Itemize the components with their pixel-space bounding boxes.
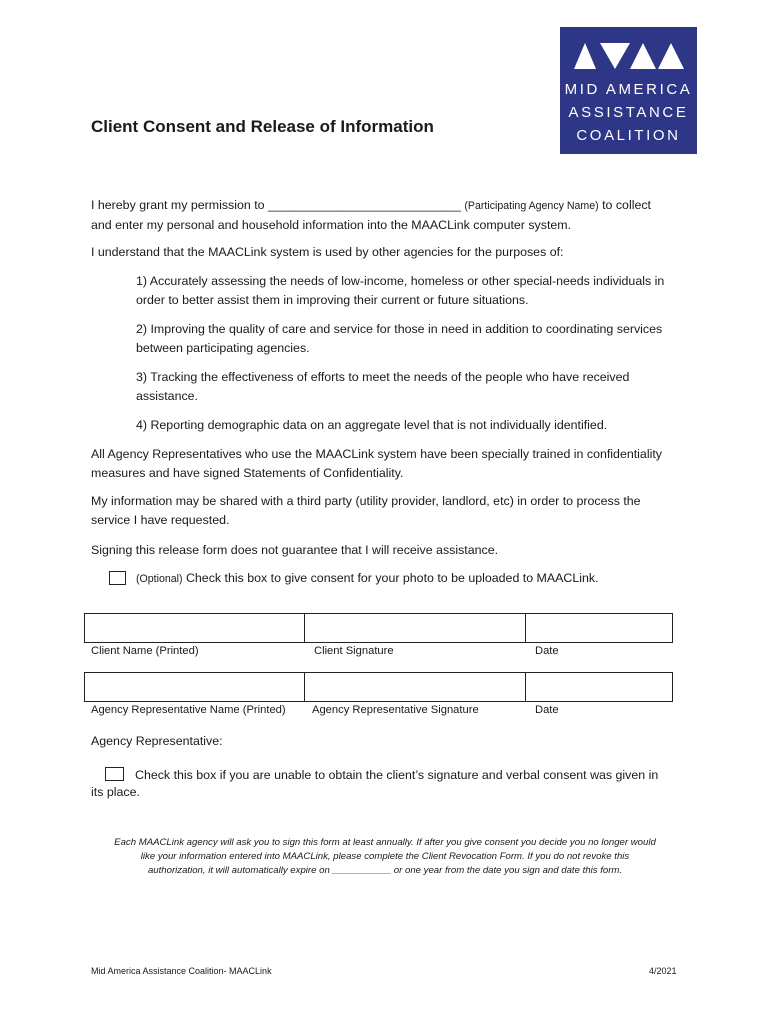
purpose-3-line-2: assistance.: [136, 389, 198, 403]
agency-rep-date-label: Date: [535, 704, 559, 716]
agency-rep-heading: Agency Representative:: [91, 734, 223, 748]
agency-rep-name-field[interactable]: [84, 672, 305, 702]
purpose-item-2: [136, 320, 662, 358]
annual-consent-note: [80, 836, 690, 878]
optional-tag: (Optional): [136, 573, 183, 585]
purpose-2-line-2: between participating agencies.: [136, 341, 310, 355]
logo-text-line-3: COALITION: [576, 127, 681, 144]
purpose-3-line-1: 3) Tracking the effectiveness of efforts to meet the needs of the people who have received: [136, 370, 630, 384]
maac-logo: [560, 27, 697, 154]
purpose-item-3: [136, 368, 629, 406]
verbal-consent-line-2: its place.: [91, 785, 140, 799]
confidentiality-line-1: All Agency Representatives who use the MAACLink system have been specially trained in confidentiality: [91, 447, 662, 461]
purpose-1-line-2: order to better assist them in improving their current or future situations.: [136, 293, 529, 307]
footer-date: 4/2021: [649, 966, 677, 976]
agency-rep-name-label: Agency Representative Name (Printed): [91, 704, 286, 716]
verbal-consent-checkbox[interactable]: [105, 767, 124, 781]
third-party-line-2: service I have requested.: [91, 513, 230, 527]
grant-text-b: to collect: [598, 198, 651, 212]
third-party-line-1: My information may be shared with a third party (utility provider, landlord, etc) in order to process the: [91, 494, 641, 508]
purpose-item-1: [136, 272, 664, 310]
client-name-field[interactable]: [84, 613, 305, 643]
purpose-item-4: [136, 416, 607, 435]
footer-organization: Mid America Assistance Coalition- MAACLink: [91, 966, 272, 976]
purpose-2-line-1: 2) Improving the quality of care and service for those in need in addition to coordinating services: [136, 322, 663, 336]
grant-text-a: I hereby grant my permission to ____________________________: [91, 198, 465, 212]
page-title: Client Consent and Release of Information: [91, 117, 434, 136]
photo-consent-checkbox[interactable]: [109, 571, 126, 585]
agency-rep-date-field[interactable]: [525, 672, 673, 702]
agency-name-hint: (Participating Agency Name): [464, 200, 599, 212]
photo-consent-text: Check this box to give consent for your photo to be uploaded to MAACLink.: [182, 571, 599, 585]
note-line-3: authorization, it will automatically expire on ___________ or one year from the date you sign and date this form.: [147, 865, 623, 876]
note-line-2: like your information entered into MAACLink, please complete the Client Revocation Form. If you do not revoke this: [140, 851, 630, 862]
note-line-1: Each MAACLink agency will ask you to sign this form at least annually. If after you give consent you decide you no longer would: [114, 837, 656, 848]
client-name-label: Client Name (Printed): [91, 645, 199, 657]
purpose-1-line-1: 1) Accurately assessing the needs of low-income, homeless or other special-needs individuals in: [136, 274, 665, 288]
confidentiality-line-2: measures and have signed Statements of Confidentiality.: [91, 466, 404, 480]
photo-consent-label: [136, 569, 599, 589]
purpose-4-line-1: 4) Reporting demographic data on an aggregate level that is not individually identified.: [136, 418, 608, 432]
grant-paragraph: [91, 196, 651, 235]
triangle-mark-icon: [572, 37, 685, 73]
client-signature-field[interactable]: [304, 613, 526, 643]
client-signature-label: Client Signature: [314, 645, 394, 657]
logo-text-line-1: MID AMERICA: [564, 81, 693, 98]
third-party-paragraph: [91, 492, 641, 530]
confidentiality-paragraph: [91, 445, 662, 483]
agency-rep-signature-field[interactable]: [304, 672, 526, 702]
logo-text-line-2: ASSISTANCE: [568, 104, 689, 121]
no-guarantee-text: Signing this release form does not guarantee that I will receive assistance.: [91, 543, 499, 557]
agency-rep-signature-label: Agency Representative Signature: [312, 704, 479, 716]
client-date-label: Date: [535, 645, 559, 657]
purposes-intro: I understand that the MAACLink system is used by other agencies for the purposes of:: [91, 245, 564, 259]
client-date-field[interactable]: [525, 613, 673, 643]
grant-text-line-2: and enter my personal and household information into the MAACLink computer system.: [91, 218, 572, 232]
verbal-consent-line-1: Check this box if you are unable to obtain the client’s signature and verbal consent was given in: [135, 768, 659, 782]
